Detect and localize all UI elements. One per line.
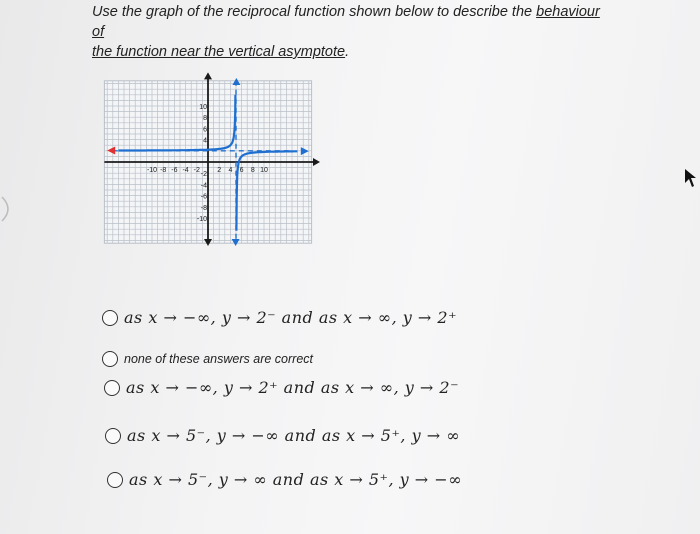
radio-button[interactable] [102,310,118,326]
option-2[interactable] [102,351,313,367]
x-axis-arrow-icon [313,158,320,166]
x-tick-label: -8 [160,167,167,174]
y-tick-label: -10 [196,216,207,223]
question-part3: the function near the vertical asymptote [92,44,346,60]
x-tick-label: -2 [193,167,200,174]
option-4[interactable] [105,426,460,445]
y-axis-arrow-icon [204,72,212,79]
option-3[interactable] [104,378,459,397]
radio-button[interactable] [104,380,120,396]
option-2-label: none of these answers are correct [124,352,313,366]
radio-button[interactable] [102,351,118,367]
cursor-icon [684,168,698,188]
question-text [92,2,612,62]
reciprocal-function-graph [95,62,325,282]
y-tick-label: -8 [200,204,207,212]
option-4-label: as x → 5⁻, y → −∞ and as x → 5⁺, y → ∞ [127,426,461,445]
option-5-label: as x → 5⁻, y → ∞ and as x → 5⁺, y → −∞ [129,470,463,489]
y-tick-label: -4 [200,182,207,190]
y-tick-label: -6 [200,193,207,201]
y-tick-label: 4 [203,137,207,145]
x-tick-label: -4 [182,167,189,174]
option-1[interactable] [102,308,457,327]
question-part1: Use the graph of the reciprocal function shown below to describe the [92,4,537,20]
x-tick-label: 6 [239,167,244,174]
y-tick-label: -2 [200,171,207,179]
x-tick-label: -10 [146,167,158,174]
x-tick-label: -6 [171,167,178,174]
y-tick-label: 6 [203,126,207,134]
y-tick-label: 8 [203,115,207,123]
y-tick-label: 10 [199,104,207,111]
option-1-label: as x → −∞, y → 2⁻ and as x → ∞, y → 2⁺ [124,308,458,327]
option-5[interactable] [107,470,462,489]
question-part2: behaviour of [92,4,600,40]
option-3-label: as x → −∞, y → 2⁺ and as x → ∞, y → 2⁻ [126,378,460,397]
x-tick-label: 2 [217,167,222,174]
left-edge-arc-icon [0,195,14,223]
x-tick-label: 4 [228,167,233,174]
question-period: . [345,44,350,60]
x-tick-label: 8 [250,167,255,174]
radio-button[interactable] [107,472,123,488]
radio-button[interactable] [105,428,121,444]
x-tick-label: 10 [260,167,268,174]
